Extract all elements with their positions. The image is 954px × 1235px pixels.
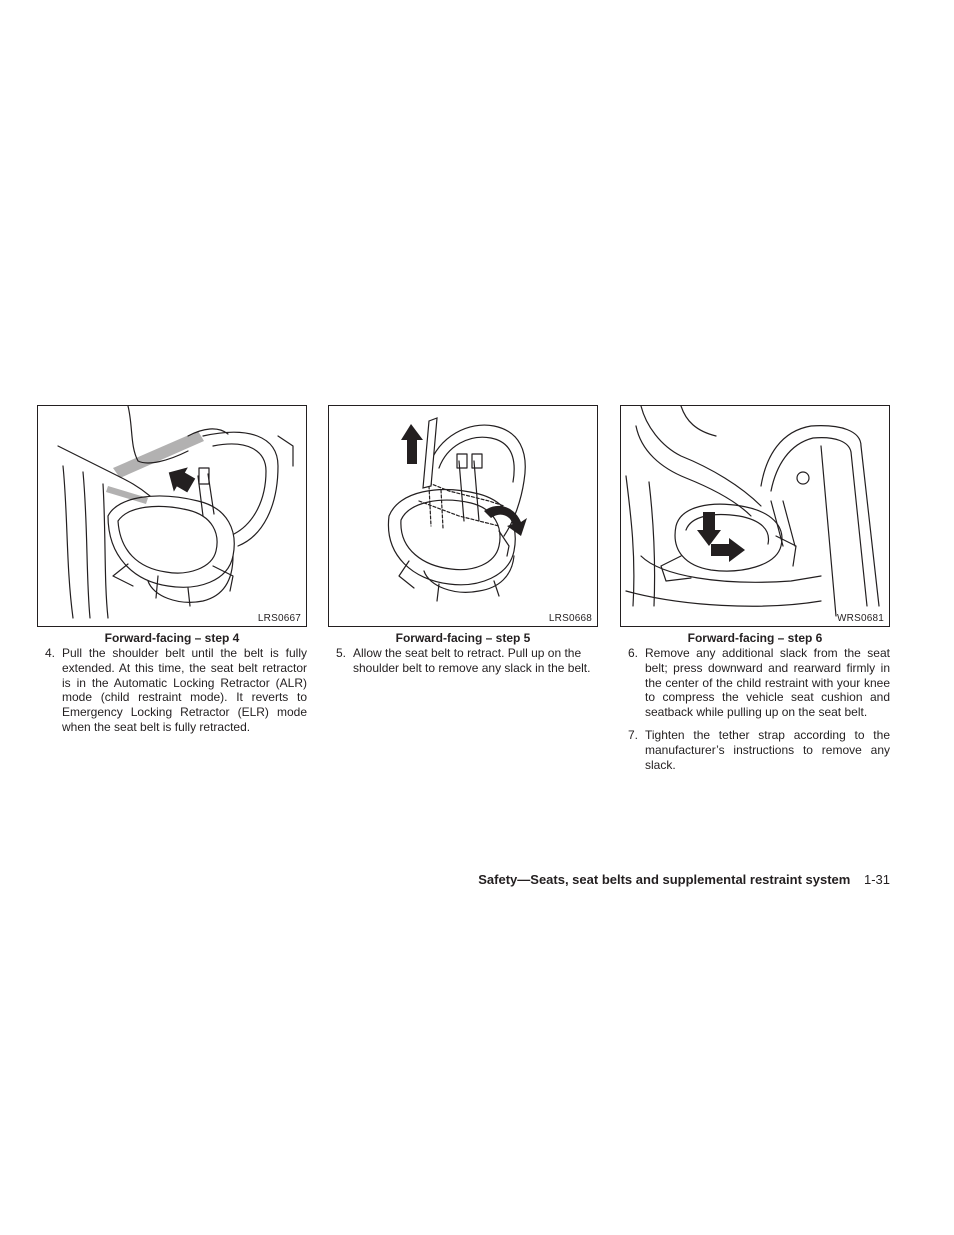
figure-code: LRS0668 xyxy=(548,613,592,624)
figure-caption: Forward-facing – step 6 xyxy=(687,631,823,645)
figure-step-5 xyxy=(328,405,598,627)
page-footer xyxy=(478,872,890,887)
figure-caption: Forward-facing – step 4 xyxy=(104,631,240,645)
step-4 xyxy=(37,646,307,735)
step-text: Pull the shoulder belt until the belt is fully extended. At this time, the seat belt retractor is in the Automatic Locking Retractor (ALR) mode (child restraint mode). It reverts to Emergency Locking Retractor (ELR) mode when the seat belt is fully retracted. xyxy=(62,646,307,734)
column-step-5 xyxy=(328,405,598,684)
step-6 xyxy=(620,646,890,720)
step-text: Tighten the tether strap according to the manufacturer’s instructions to remove any slack. xyxy=(645,727,890,772)
child-seat-pull-belt-illustration xyxy=(38,406,306,626)
figure-code: LRS0667 xyxy=(257,613,301,624)
child-seat-press-down-illustration xyxy=(621,406,889,626)
section-title: Safety—Seats, seat belts and supplemental restraint system xyxy=(478,872,851,887)
figure-step-6 xyxy=(620,405,890,627)
figure-caption: Forward-facing – step 5 xyxy=(395,631,531,645)
step-number: 4. xyxy=(44,646,55,660)
step-5 xyxy=(328,646,598,676)
column-step-4 xyxy=(37,405,307,743)
step-text: Allow the seat belt to retract. Pull up on the shoulder belt to remove any slack in the belt. xyxy=(353,646,591,675)
step-number: 6. xyxy=(627,646,638,660)
child-seat-retract-belt-illustration xyxy=(329,406,597,626)
figure-step-4 xyxy=(37,405,307,627)
figure-code: WRS0681 xyxy=(837,613,884,624)
step-number: 7. xyxy=(627,727,638,742)
column-step-6 xyxy=(620,405,890,780)
step-7 xyxy=(620,728,890,772)
step-text: Remove any additional slack from the seat belt; press downward and rearward firmly in the center of the child restraint with your knee to compress the vehicle seat cushion and seatback while pulling up on the seat belt. xyxy=(645,646,890,720)
page-number: 1-31 xyxy=(863,872,890,887)
step-number: 5. xyxy=(335,646,346,660)
